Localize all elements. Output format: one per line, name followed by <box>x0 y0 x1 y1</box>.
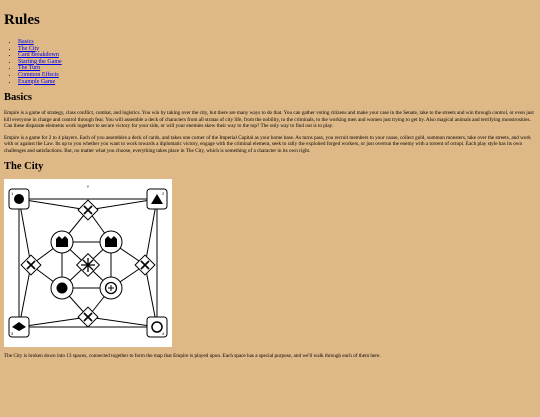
street-space-top[interactable] <box>78 200 98 220</box>
tree-icon <box>57 283 68 294</box>
toc-item <box>18 52 536 59</box>
toc-item <box>18 65 536 72</box>
corner-label: 4 <box>162 331 165 337</box>
starburst-icon <box>81 258 95 272</box>
table-of-contents <box>4 39 536 85</box>
toc-link-the-city[interactable]: The City <box>18 45 40 52</box>
toc-item <box>18 59 536 66</box>
bee-icon <box>14 194 24 204</box>
toc-item <box>18 72 536 79</box>
toc-link-basics[interactable]: Basics <box>18 39 34 45</box>
home-space-bottom-left[interactable] <box>9 317 29 337</box>
toc-link-example-game[interactable]: Example Game <box>18 78 56 85</box>
section-heading-basics: Basics <box>4 92 33 104</box>
district-space-bottom-right[interactable] <box>100 277 122 299</box>
street-space-left[interactable] <box>21 255 41 275</box>
city-map <box>4 179 172 347</box>
page-title: Rules <box>4 12 40 28</box>
basics-paragraph-2: Empire is a game for 2 to 4 players. Each of you assembles a deck of cards, and takes one corner of the Imperial Capital as your home base. As turns pass, you recruit members to your cause, collect gold, summon monsters, take over the streets, and work with or against the Law. Its up to you whether you want to work towards a diplomatic victory, engage with the criminal element, seek to rally the exploited forged workers, or just overrun the enemy with a torrent of octopi. Each play style has its own challenges and satisfactions. But, no matter what you choose, everything takes place in The City, which is something of a character in its own right. <box>4 134 531 154</box>
home-space-top-right[interactable] <box>147 189 167 209</box>
district-space-bottom-left[interactable] <box>51 277 73 299</box>
toc-link-the-turn[interactable]: The Turn <box>18 65 41 72</box>
street-space-center[interactable] <box>77 254 100 277</box>
toc-link-starting-the-game[interactable]: Starting the Game <box>18 58 62 65</box>
toc-item <box>18 79 536 86</box>
corner-label: 2 <box>162 191 165 197</box>
basics-paragraph-1: Empire is a game of strategy, class conflict, combat, and logistics. You win by taking over the city, but there are many ways to do that. You can gather voting citizens and make your case in the Senate, take to the streets and win through control, or even just kill everyone in charge and control through fear. You will assemble a deck of characters from all stratas of city life, from the nobility, to the criminals, to the working men and women just trying to get by. Also magical animals and terrifying monstrosities. Can these disparate elements work together to secure victory for your side, or will your enemies skew their way to the top? The only way to find out is to play. <box>4 110 534 130</box>
district-space-top-left[interactable] <box>51 231 73 253</box>
toc-item <box>18 39 536 46</box>
city-caption: The City is broken down into 13 spaces, connected together to form the map that Empire is played upon. Each space has a special purpose, and we'll walk through each of them here. <box>4 353 381 360</box>
city-map-svg <box>4 179 172 347</box>
rules-page <box>0 12 540 360</box>
toc-item <box>18 46 536 53</box>
district-space-top-right[interactable] <box>100 231 122 253</box>
corner-label: 3 <box>11 331 14 337</box>
home-space-top-left[interactable] <box>9 189 29 209</box>
toc-link-card-breakdown[interactable]: Card Breakdown <box>18 52 59 59</box>
section-heading-the-city: The City <box>4 161 44 173</box>
corner-label: 1 <box>11 191 14 197</box>
home-space-bottom-right[interactable] <box>147 317 167 337</box>
street-space-bottom[interactable] <box>78 307 98 327</box>
map-top-marker: Y <box>86 184 90 190</box>
street-space-right[interactable] <box>135 255 155 275</box>
toc-link-common-effects[interactable]: Common Effects <box>18 71 59 78</box>
